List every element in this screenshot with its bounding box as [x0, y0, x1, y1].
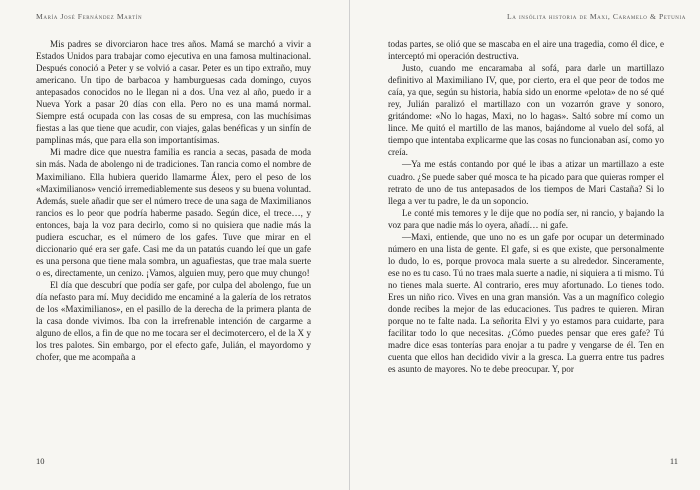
paragraph: Le conté mis temores y le dije que no podía ser, ni rancio, y bajando la voz para que nadie más lo oyera, añadí… ni gafe. [388, 207, 664, 230]
paragraph: —Maxi, entiende, que uno no es un gafe por ocupar un determinado número en una lista de gente. El gafe, si es que existe, que personalmente lo dudo, lo es, porque provoca mala suerte a su alrededor. Sinceramente, ese no es tu caso. Tú no traes mala suerte a nadie, ni siquiera a ti mismo. Tú no tienes mala suerte. Al contrario, eres muy afortunado. Lo tienes todo. Eres un niño rico. Vives en una gran mansión. Vas a un magnífico colegio donde recibes la mejor de las educaciones. Tus padres te quieren. Miran porque no te falte nada. La señorita Elvi y yo estamos para cuidarte, para facilitar todo lo que necesitas. ¿Cómo puedes pensar que eres gafe? Tú madre dice esas tonterías para enojar a tu padre y vengarse de él. Ten en cuenta que ellos han decidido vivir a la gresca. La guerra entre tus padres es asunto de mayores. No te debe preocupar. Y, por [388, 231, 664, 375]
running-head-left: María José Fernández Martín [36, 12, 143, 21]
running-head-right: La insólita historia de Maxi, Caramelo & Petunia [507, 12, 686, 21]
left-page-body [36, 38, 311, 363]
paragraph: El día que descubrí que podía ser gafe, por culpa del abolengo, fue un día nefasto para mí. Muy decidido me encaminé a la galería de los retratos de los «Maximilianos», en el pasillo de la derecha de la primera planta de la casa donde vivimos. Iba con la irrefrenable intención de cargarme a alguno de ellos, a fin de que no me tocara ser el decimotercero, el de la X y los tres palotes. Sin embargo, por el efecto gafe, Julián, el mayordomo y chofer, que me acompaña a [36, 279, 311, 363]
right-page-body [388, 38, 664, 375]
page-number-right: 11 [669, 456, 678, 466]
page-number-left: 10 [36, 456, 45, 466]
right-page [350, 0, 700, 490]
paragraph: todas partes, se olió que se mascaba en el aire una tragedia, como él dice, e interceptó mi operación destructiva. [388, 39, 664, 62]
paragraph: Mi madre dice que nuestra familia es rancia a secas, pasada de moda sin más. Nada de abolengo ni de tradiciones. Tan rancia como el nombre de Maximiliano. Ella hubiera querido llamarme Álex, pero el peso de los «Maximilianos» venció irremediablemente sus deseos y su buena voluntad. Además, suele añadir que ser el número trece de una saga de Maximilianos rancios es lo peor que podría haberme pasado. Según dice, el trece…, y entonces, baja la voz para decirlo, como si no quisiera que nadie más la pudiera escuchar, es el número de los gafes. Tuve que mirar en el diccionario qué era ser gafe. Casi me da un patatús cuando leí que un gafe es una persona que tiene mala sombra, un aguafiestas, que trae mala suerte o es, directamente, un cenizo. ¡Vamos, alguien muy, pero que muy chungo! [36, 147, 311, 278]
paragraph: Justo, cuando me encaramaba al sofá, para darle un martillazo definitivo al Maximiliano IV, que, por cierto, era el que peor de todos me caía, ya que, según su historia, había sido un enorme «pelota» de no sé qué rey, Julián paralizó el martillazo con un vozarrón grave y sonoro, gritándome: «No lo hagas, Maxi, no lo hagas». Saltó sobre mí como un lince. Me quitó el martillo de las manos, bajándome al vuelo del sofá, al tiempo que intentaba explicarme que las cosas no funcionaban así, como yo creía. [388, 63, 664, 158]
paragraph: Mis padres se divorciaron hace tres años. Mamá se marchó a vivir a Estados Unidos para trabajar como ejecutiva en una famosa multinacional. Después conoció a Peter y se volvió a casar. Peter es un tipo extraño, muy americano. Un tipo de barbacoa y hamburguesas cada domingo, cuyos antepasados conocidos no le llegan ni a dos. Una vez al año, puedo ir a Nueva York a pasar 20 días con ella. Pero no es una mamá normal. Siempre está ocupada con las cosas de su empresa, con las muchísimas fiestas a las que tiene que acudir, con viajes, galas benéficas y un sinfín de pamplinas más, que para ella son importantísimas. [36, 39, 311, 146]
paragraph: —Ya me estás contando por qué le ibas a atizar un martillazo a este cuadro. ¿Se puede saber qué mosca te ha picado para que quieras romper el retrato de uno de tus antepasados de los tiempos de Mari Castaña? Si lo llega a ver tu padre, le da un soponcio. [388, 159, 664, 206]
